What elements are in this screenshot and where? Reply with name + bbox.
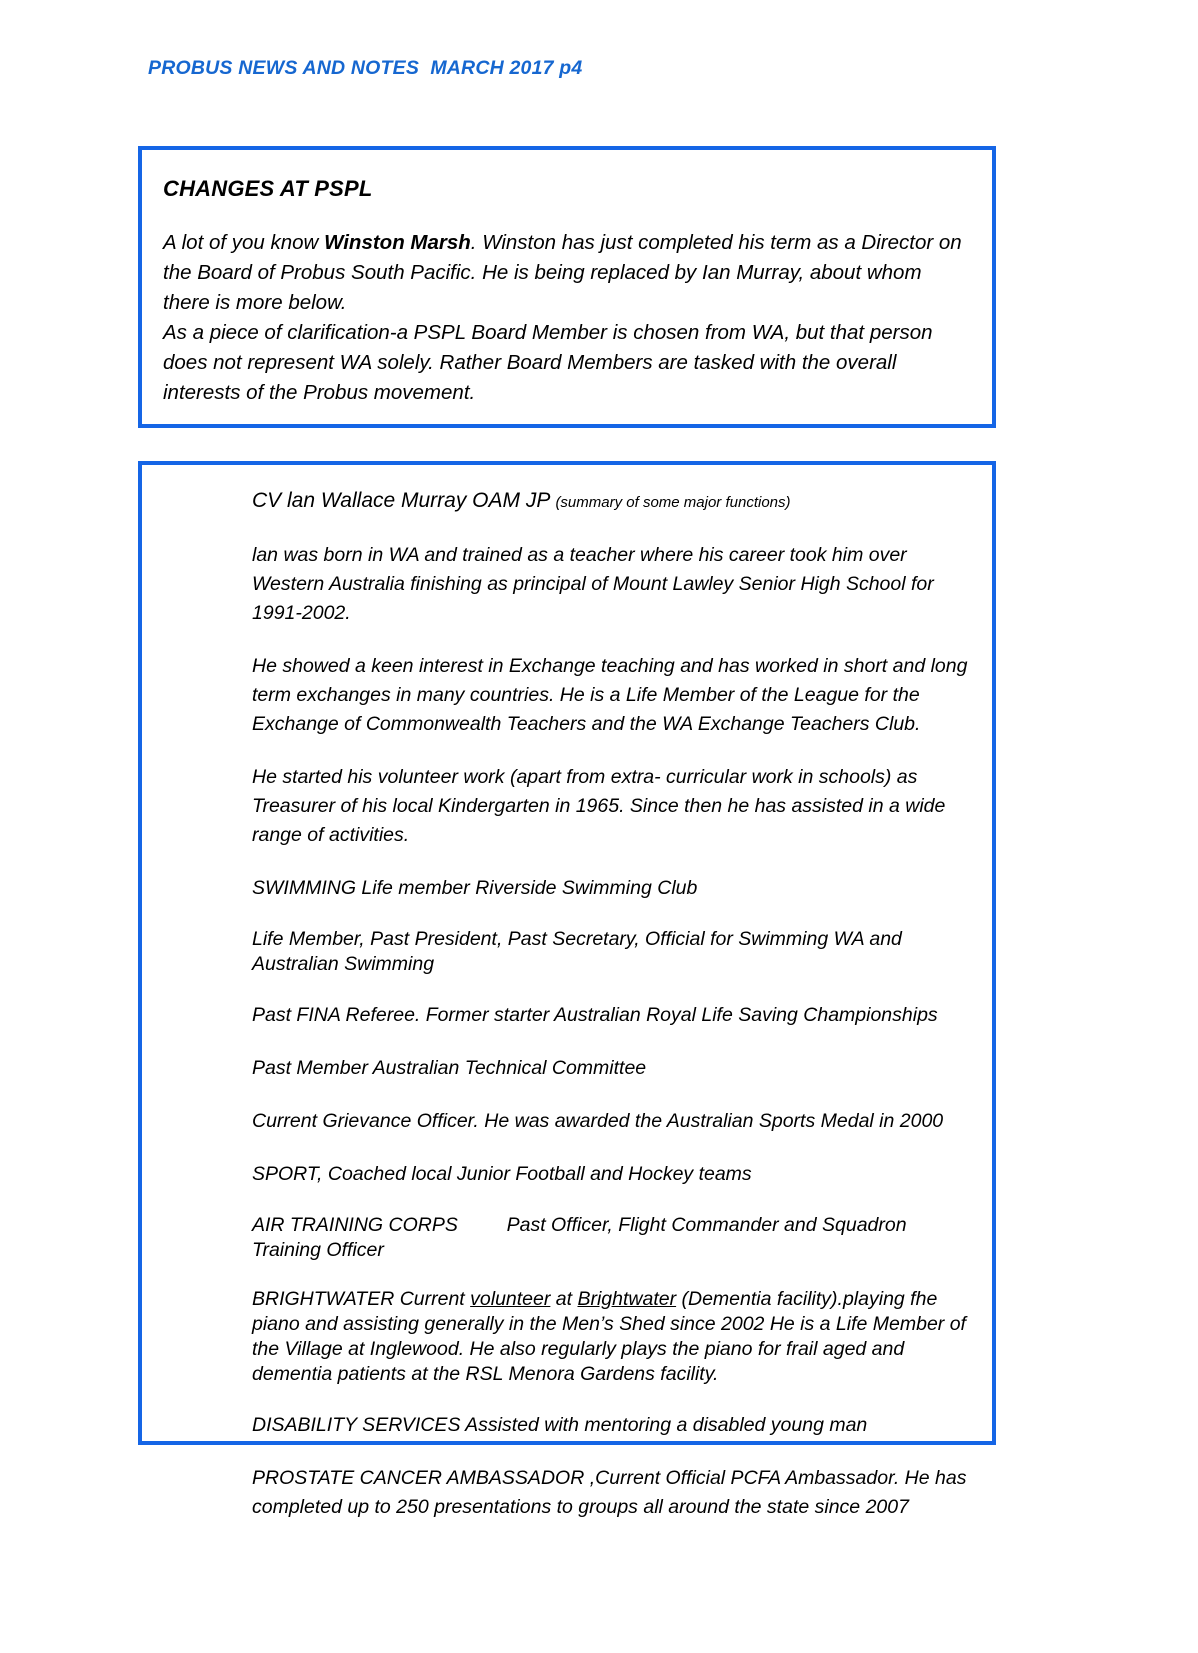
winston-marsh-name: Winston Marsh [324, 231, 471, 254]
para1-post: . Winston has just completed his term as a Director on the Board of Probus South Pacific. He is being replaced by Ian Murray, about whom there is more below. [163, 231, 962, 314]
changes-box-title: CHANGES AT PSPL [163, 176, 373, 201]
cv-heading-title: CV lan Wallace Murray OAM JP [252, 489, 550, 512]
cv-paragraph-air-training-corps: AIR TRAINING CORPS Past Officer, Flight Commander and Squadron Training Officer [252, 1214, 912, 1261]
cv-paragraph-prostate-cancer-ambassador: PROSTATE CANCER AMBASSADOR ,Current Official PCFA Ambassador. He has completed up to 250 presentations to groups all around the state since 2007 [252, 1467, 967, 1518]
cv-paragraph: lan was born in WA and trained as a teacher where his career took him over Western Australia finishing as principal of Mount Lawley Senior High School for 1991-2002. [252, 544, 934, 624]
cv-paragraph: He showed a keen interest in Exchange teaching and has worked in short and long term exchanges in many countries. He is a Life Member of the League for the Exchange of Commonwealth Teachers and the WA Exchange Teachers Club. [252, 655, 968, 735]
brightwater-underline-brightwater: Brightwater [577, 1288, 677, 1310]
page-header: PROBUS NEWS AND NOTES MARCH 2017 p4 [148, 57, 583, 79]
cv-paragraph: Current Grievance Officer. He was awarded the Australian Sports Medal in 2000 [252, 1110, 944, 1132]
cv-paragraph: Life Member, Past President, Past Secretary, Official for Swimming WA and Australian Swimming [252, 928, 902, 975]
changes-box-paragraph-2: As a piece of clarification-a PSPL Board Member is chosen from WA, but that person does not represent WA solely. Rather Board Members are tasked with the overall interests of the Probus movement. [163, 321, 933, 404]
cv-paragraph-disability-services: DISABILITY SERVICES Assisted with mentoring a disabled young man [252, 1414, 868, 1436]
cv-paragraph: Past FINA Referee. Former starter Australian Royal Life Saving Championships [252, 1004, 938, 1026]
brightwater-pre: BRIGHTWATER Current [252, 1288, 471, 1310]
brightwater-post: (Dementia facility).playing fhe piano and assisting generally in the Men’s Shed since 2002 He is a Life Member of the Village at Inglewood. He also regularly plays the piano for frail aged and dementia patients at the RSL Menora Gardens facility. [252, 1288, 966, 1385]
brightwater-underline-volunteer: volunteer [470, 1288, 551, 1310]
para1-pre: A lot of you know [163, 231, 325, 254]
cv-box [138, 461, 996, 1518]
cv-heading [252, 487, 970, 517]
cv-paragraph-brightwater [252, 1287, 970, 1387]
cv-paragraph: He started his volunteer work (apart from extra- curricular work in schools) as Treasurer of his local Kindergarten in 1965. Since then he has assisted in a wide range of activities. [252, 766, 946, 846]
brightwater-mid: at [550, 1288, 578, 1310]
changes-at-pspl-box [138, 146, 996, 428]
cv-paragraph-swimming: SWIMMING Life member Riverside Swimming Club [252, 877, 698, 899]
cv-paragraph-sport: SPORT, Coached local Junior Football and Hockey teams [252, 1163, 752, 1185]
cv-heading-note: (summary of some major functions) [555, 494, 791, 511]
changes-box-paragraph-1 [163, 228, 970, 318]
cv-paragraph: Past Member Australian Technical Committee [252, 1057, 647, 1079]
